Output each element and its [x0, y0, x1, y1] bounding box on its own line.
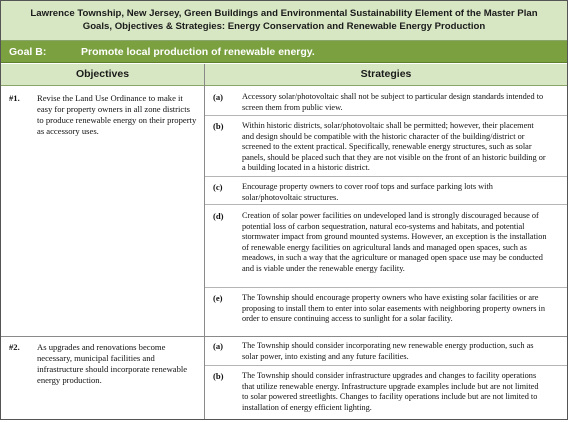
strategy-letter: (b) [213, 121, 224, 131]
goal-text: Promote local production of renewable energy. [81, 46, 315, 58]
row-divider [205, 204, 567, 205]
strategy-text: Within historic districts, solar/photovoltaic shall be permitted; however, their placement and design should be compatible with the historic character of the building/district or screened to the extent practical. Specifically, renewable energy structures, such as solar panels, should be placed such that they are not visible on the front of an historic building or a building located in a historic district. [242, 121, 546, 173]
strategy-text: Accessory solar/photovoltaic shall not be subject to particular design standards intended to screen them from public view. [242, 92, 544, 112]
strategy-letter: (a) [213, 341, 224, 351]
strategy-text: Creation of solar power facilities on undeveloped land is strongly discouraged because of potential loss of carbon sequestration, natural eco-systems and habitats, and potential stormwater impact from ground mounted systems. However, an exception is the installation of renewable energy facilities on agricultural lands and managed open spaces, such as meadows, in such a way that the agriculture or managed open space use may be conducted and is viable under the renewable energy facility. [242, 211, 547, 273]
strategy-text: The Township should consider infrastructure upgrades and changes to facility operations that utilize renewable energy. Infrastructure upgrade examples include but are not limited to solar powered streetlights. Changes to facility operations include but are not limited to installation of energy efficient lighting. [242, 371, 539, 412]
header-title: Lawrence Township, New Jersey, Green Buildings and Environmental Sustainability Element of the Master Plan [30, 8, 538, 19]
row-divider [205, 365, 567, 366]
goal-bar [1, 41, 567, 63]
objective-text: Revise the Land Use Ordinance to make it easy for property owners in all zone districts to produce renewable energy on their property as accessory uses. [37, 93, 197, 136]
goal-label: Goal B: [9, 46, 47, 58]
row-divider [205, 115, 567, 116]
strategy-letter: (c) [213, 182, 223, 192]
objective-divider [1, 336, 567, 337]
objective-number: #2. [9, 342, 20, 352]
strategies-column-header: Strategies [205, 64, 567, 86]
strategy-text: The Township should consider incorporating new renewable energy production, such as solar power, into existing and any future facilities. [242, 341, 534, 361]
document-header [1, 1, 567, 41]
strategy-letter: (e) [213, 293, 223, 303]
strategy-text: The Township should encourage property owners who have existing solar facilities or are proposing to install them to enter into solar easements with neighboring property owners in order to ensure continuing access to sunlight for a solar facility. [242, 293, 546, 324]
strategy-text: Encourage property owners to cover roof tops and surface parking lots with solar/photovoltaic structures. [242, 182, 493, 202]
row-divider [205, 287, 567, 288]
objectives-column-header: Objectives [1, 64, 204, 86]
row-divider [205, 176, 567, 177]
strategy-letter: (b) [213, 371, 224, 381]
objective-number: #1. [9, 93, 20, 103]
header-subtitle: Goals, Objectives & Strategies: Energy Conservation and Renewable Energy Production [82, 21, 486, 32]
strategy-letter: (d) [213, 211, 224, 221]
objective-text: As upgrades and renovations become necessary, municipal facilities and infrastructure should incorporate renewable energy production. [37, 342, 188, 385]
strategy-letter: (a) [213, 92, 224, 102]
